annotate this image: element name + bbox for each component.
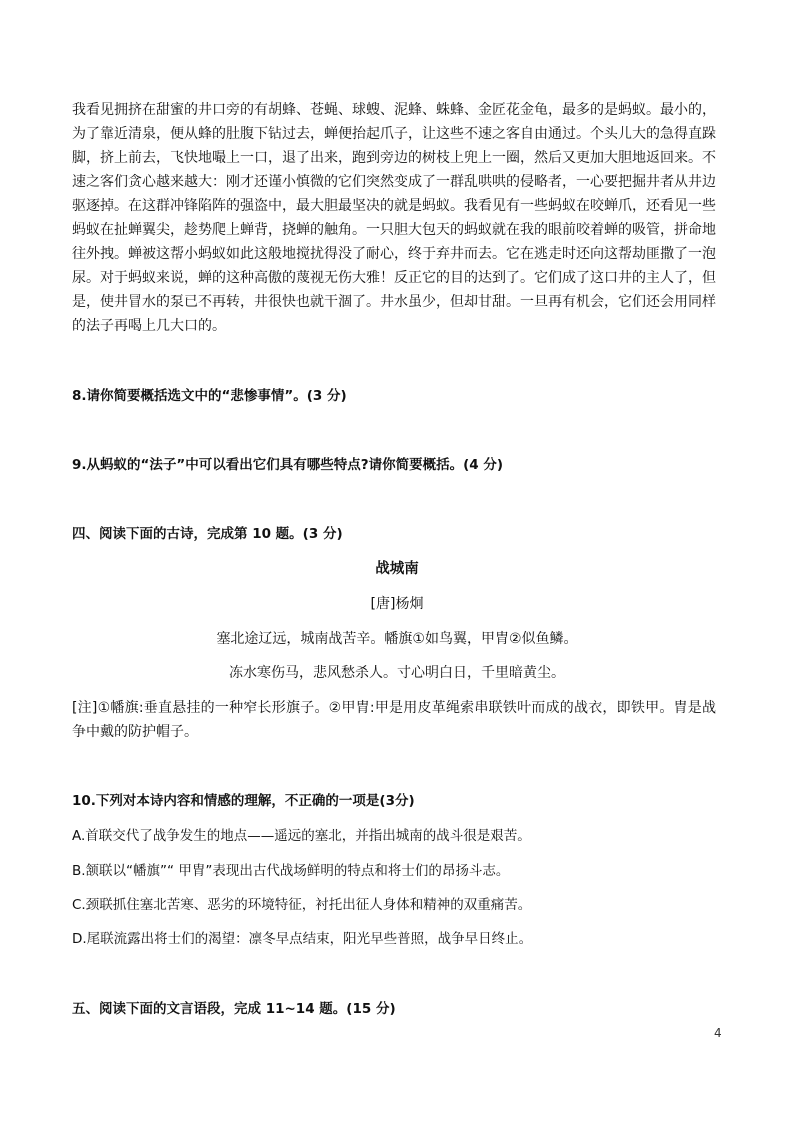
section-5-heading: 五、阅读下面的文言语段，完成 11~14 题。(15 分) <box>72 1001 396 1017</box>
passage-line: 往外拽。蝉被这帮小蚂蚁如此这般地搅扰得没了耐心，终于弃井而去。它在逃走时还向这帮劫匪撒了一泡 <box>72 246 716 262</box>
question-9: 9.从蚂蚁的“法子”中可以看出它们具有哪些特点?请你简要概括。(4 分) <box>72 457 504 473</box>
passage-line: 为了靠近清泉，便从蜂的肚腹下钻过去，蝉便抬起爪子，让这些不速之客自由通过。个头儿大的急得直跺 <box>72 126 716 142</box>
poem-author: [唐]杨炯 <box>370 596 424 612</box>
poem-title: 战城南 <box>375 561 419 577</box>
passage-line: 速之客们贪心越来越大：刚才还谨小慎微的它们突然变成了一群乱哄哄的侵略者，一心要把掘井者从井边 <box>72 174 716 190</box>
question-8: 8.请你简要概括选文中的“悲惨事情”。(3 分) <box>72 388 347 404</box>
page-number: 4 <box>714 1026 722 1040</box>
question-10-option-c: C.颈联抓住塞北苦寒、恶劣的环境特征，衬托出征人身体和精神的双重痛苦。 <box>72 897 532 913</box>
passage-line: 脚，挤上前去，飞快地嘬上一口，退了出来，跑到旁边的树枝上兜上一圈，然后又更加大胆地返回来。不 <box>72 150 716 166</box>
question-10-option-d: D.尾联流露出将士们的渴望：凛冬早点结束，阳光早些普照，战争早日终止。 <box>72 931 533 947</box>
question-10-option-b: B.颔联以“幡旗”“ 甲胄”表现出古代战场鲜明的特点和将士们的昂扬斗志。 <box>72 863 510 879</box>
note-line: 争中戴的防护帽子。 <box>72 724 198 740</box>
note-line: [注]①幡旗:垂直悬挂的一种窄长形旗子。②甲胄:甲是用皮革绳索串联铁叶而成的战衣，即铁甲。胄是战 <box>72 700 716 716</box>
section-4-heading: 四、阅读下面的古诗，完成第 10 题。(3 分) <box>72 526 343 542</box>
passage-paragraph <box>72 98 716 338</box>
poem-line: 冻水寒伤马，悲风愁杀人。寸心明白日，千里暗黄尘。 <box>229 665 565 681</box>
passage-line: 的法子再喝上几大口的。 <box>72 318 226 334</box>
question-10-option-a: A.首联交代了战争发生的地点——遥远的塞北，并指出城南的战斗很是艰苦。 <box>72 828 531 844</box>
question-10-stem: 10.下列对本诗内容和情感的理解，不正确的一项是(3分) <box>72 793 415 809</box>
passage-line: 是，使井冒水的泵已不再转，井很快也就干涸了。井水虽少，但却甘甜。一旦再有机会，它们还会用同样 <box>72 294 716 310</box>
passage-line: 我看见拥挤在甜蜜的井口旁的有胡蜂、苍蝇、球螋、泥蜂、蛛蜂、金匠花金龟，最多的是蚂蚁。最小的， <box>72 102 716 118</box>
poem-note <box>72 696 716 744</box>
passage-line: 尿。对于蚂蚁来说，蝉的这种高傲的蔑视无伤大雅！反正它的目的达到了。它们成了这口井的主人了，但 <box>72 270 716 286</box>
poem-line: 塞北途辽远，城南战苦辛。幡旗①如鸟翼，甲胄②似鱼鳞。 <box>216 631 578 647</box>
passage-line: 驱逐掉。在这群冲锋陷阵的强盗中，最大胆最坚决的就是蚂蚁。我看见有一些蚂蚁在咬蝉爪，还看见一些 <box>72 198 716 214</box>
passage-line: 蚂蚁在扯蝉翼尖，趁势爬上蝉背，挠蝉的触角。一只胆大包天的蚂蚁就在我的眼前咬着蝉的吸管，拼命地 <box>72 222 716 238</box>
